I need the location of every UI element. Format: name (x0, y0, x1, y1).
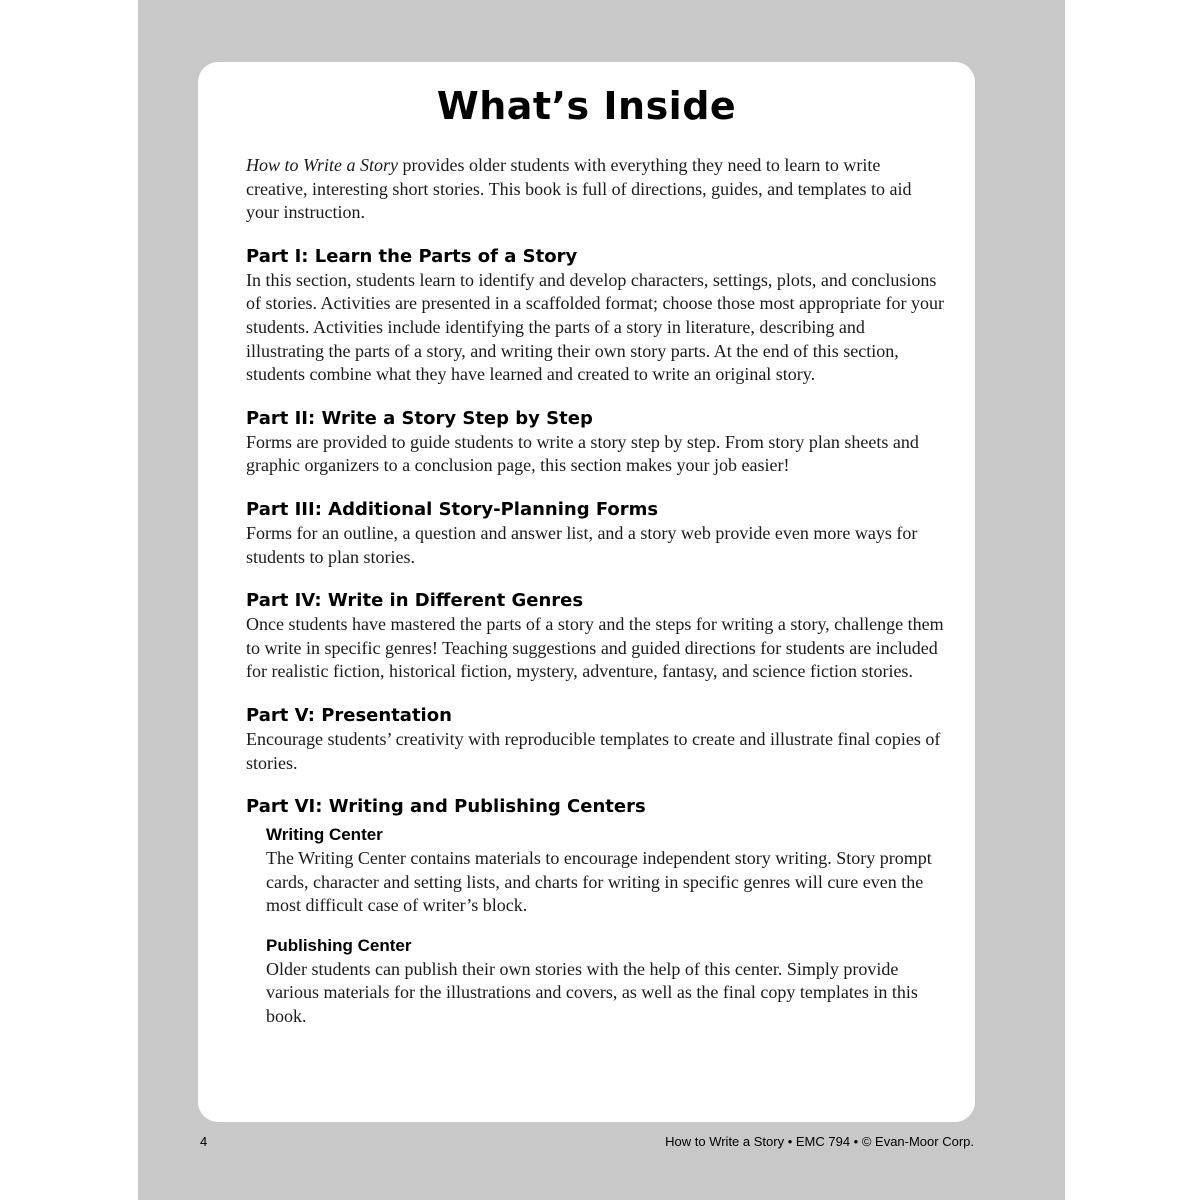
subsection-writing-center (266, 823, 946, 918)
page-number: 4 (200, 1134, 208, 1149)
section-body: In this section, students learn to identify and develop characters, settings, plots, and conclusions of stories. Activities are presented in a scaffolded format; choose those most appropriate for your students. Activities include identifying the parts of a story in literature, describing and illustrating the parts of a story, and writing their own story parts. At the end of this section, students combine what they have learned and created to write an original story. (246, 269, 944, 385)
section-heading: Part III: Additional Story-Planning Forms (246, 498, 659, 520)
intro-paragraph (246, 154, 946, 225)
content-card (198, 62, 975, 1122)
subsection-publishing-center (266, 934, 946, 1029)
section-heading: Part IV: Write in Different Genres (246, 590, 584, 612)
subsection-heading: Writing Center (266, 825, 383, 845)
section-heading: Part VI: Writing and Publishing Centers (246, 796, 646, 818)
page-title: What’s Inside (436, 84, 737, 128)
footer-credit: How to Write a Story • EMC 794 • © Evan-Moor Corp. (665, 1134, 974, 1149)
subsection-body: The Writing Center contains materials to encourage independent story writing. Story prompt cards, character and setting lists, and charts for writing in specific genres will cure even the most difficult case of writer’s block. (266, 848, 932, 916)
section-part-1 (246, 245, 946, 387)
section-heading: Part I: Learn the Parts of a Story (246, 245, 578, 267)
subsection-heading: Publishing Center (266, 935, 412, 955)
section-body: Forms are provided to guide students to write a story step by step. From story plan sheets and graphic organizers to a conclusion page, this section makes your job easier! (246, 431, 919, 476)
book-title: How to Write a Story (246, 155, 398, 175)
section-heading: Part II: Write a Story Step by Step (246, 407, 593, 429)
section-part-3 (246, 498, 946, 569)
intro-text: provides older students with everything they need to learn to write creative, interesting short stories. This book is full of directions, guides, and templates to aid your instruction. (246, 155, 912, 223)
section-part-6 (246, 795, 946, 1029)
section-part-2 (246, 407, 946, 478)
section-body: Once students have mastered the parts of a story and the steps for writing a story, challenge them to write in specific genres! Teaching suggestions and guided directions for students are included for realistic fiction, historical fiction, mystery, adventure, fantasy, and science fiction stories. (246, 614, 944, 682)
page-content (246, 154, 946, 1049)
section-body: Encourage students’ creativity with reproducible templates to create and illustrate final copies of stories. (246, 728, 941, 773)
section-heading: Part V: Presentation (246, 704, 452, 726)
subsection-body: Older students can publish their own stories with the help of this center. Simply provide various materials for the illustrations and covers, as well as the final copy templates in this book. (266, 958, 918, 1027)
section-part-5 (246, 704, 946, 775)
section-part-4 (246, 589, 946, 684)
section-body: Forms for an outline, a question and answer list, and a story web provide even more ways for students to plan stories. (246, 522, 918, 567)
